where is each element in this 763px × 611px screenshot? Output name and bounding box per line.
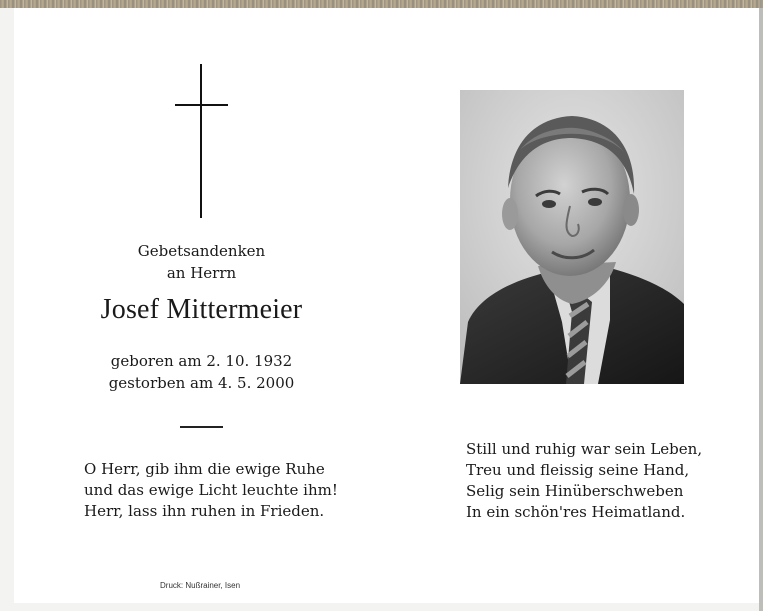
heading-line-1: Gebetsandenken [137,242,266,260]
portrait-photo [460,90,684,384]
verse-text [466,439,746,523]
birth-date: geboren am 2. 10. 1932 [110,352,293,370]
prayer-line: O Herr, gib ihm die ewige Ruhe [84,460,325,478]
verse-line: Selig sein Hinüberschweben [466,482,684,500]
heading-line-2: an Herrn [166,264,237,282]
life-dates [34,350,369,394]
scan-edge-top [0,0,763,8]
memorial-card [14,8,759,603]
separator-line [180,426,223,428]
memorial-heading [34,240,369,284]
deceased-name: Josef Mittermeier [100,294,303,325]
portrait-drawing [460,90,684,384]
prayer-text [84,459,364,522]
scan-edge-right [759,0,763,611]
prayer-line: Herr, lass ihn ruhen in Frieden. [84,502,325,520]
cross-horizontal-bar [175,104,228,106]
death-date: gestorben am 4. 5. 2000 [108,374,295,392]
verse-line: Still und ruhig war sein Leben, [466,440,703,458]
verse-line: In ein schön'res Heimatland. [466,503,686,521]
prayer-line: und das ewige Licht leuchte ihm! [84,481,338,499]
verse-line: Treu und fleissig seine Hand, [466,461,690,479]
cross-vertical-bar [200,64,202,218]
printer-credit: Druck: Nußrainer, Isen [160,581,241,590]
